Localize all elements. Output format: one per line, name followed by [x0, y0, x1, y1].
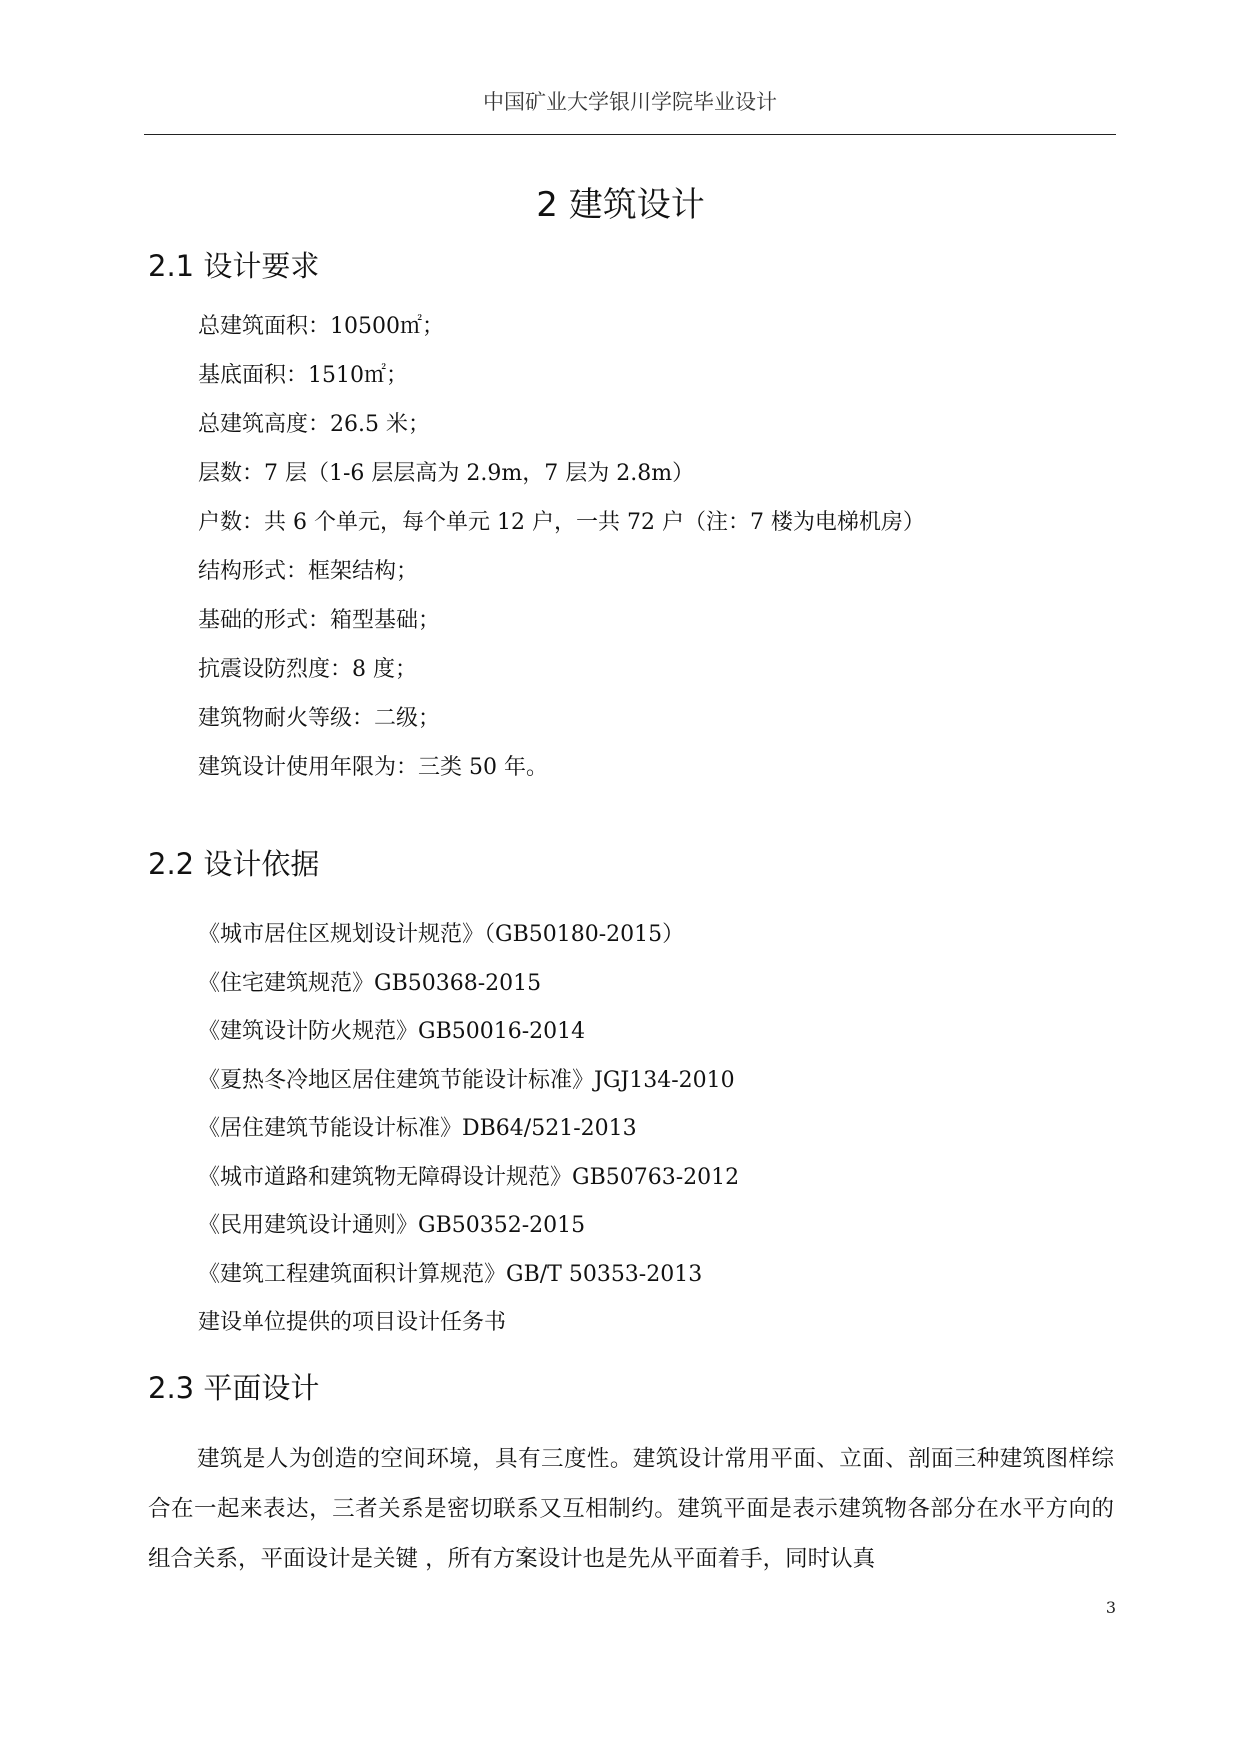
list-item: 《建筑设计防火规范》GB50016-2014	[198, 1019, 586, 1044]
list-item: 《民用建筑设计通则》GB50352-2015	[198, 1213, 586, 1238]
body-paragraph: 建筑是人为创造的空间环境，具有三度性。建筑设计常用平面、立面、剖面三种建筑图样综合在一起来表达，三者关系是密切联系又互相制约。建筑平面是表示建筑物各部分在水平方向的组合关系，平面设计是关键 ，所有方案设计也是先从平面着手，同时认真	[148, 1446, 1114, 1572]
section-title-2-2: 2.2 设计依据	[148, 847, 320, 881]
list-item: 基础的形式：箱型基础；	[198, 608, 441, 633]
list-item: 总建筑面积：10500㎡；	[198, 314, 444, 339]
list-item: 层数：7 层（1-6 层层高为 2.9m，7 层为 2.8m）	[198, 461, 695, 486]
list-item: 《居住建筑节能设计标准》DB64/521-2013	[198, 1116, 637, 1141]
section-title-2-1: 2.1 设计要求	[148, 249, 320, 283]
chapter-title: 2 建筑设计	[536, 185, 705, 225]
list-item: 建筑设计使用年限为：三类 50 年。	[198, 755, 548, 780]
list-item: 《城市道路和建筑物无障碍设计规范》GB50763-2012	[198, 1164, 740, 1190]
page-number: 3	[1105, 1598, 1116, 1617]
section-title-2-3: 2.3 平面设计	[148, 1371, 320, 1405]
design-basis-list	[198, 911, 739, 1348]
header-title: 中国矿业大学银川学院毕业设计	[483, 90, 777, 114]
list-item: 基底面积：1510㎡；	[198, 363, 408, 388]
list-item: 《住宅建筑规范》GB50368-2015	[198, 970, 542, 996]
design-requirements-list	[198, 302, 925, 792]
list-item: 建筑物耐火等级：二级；	[198, 706, 441, 731]
list-item: 《建筑工程建筑面积计算规范》GB/T 50353-2013	[198, 1261, 703, 1287]
list-item: 《城市居住区规划设计规范》（GB50180-2015）	[198, 922, 685, 947]
list-item: 《夏热冬冷地区居住建筑节能设计标准》JGJ134-2010	[198, 1067, 735, 1093]
list-item: 户数：共 6 个单元，每个单元 12 户，一共 72 户（注：7 楼为电梯机房）	[198, 510, 925, 535]
list-item: 总建筑高度：26.5 米；	[198, 412, 430, 437]
page-header	[144, 84, 1116, 135]
list-item: 抗震设防烈度：8 度；	[198, 657, 417, 682]
list-item: 建设单位提供的项目设计任务书	[198, 1310, 507, 1335]
list-item: 结构形式：框架结构；	[198, 559, 419, 584]
